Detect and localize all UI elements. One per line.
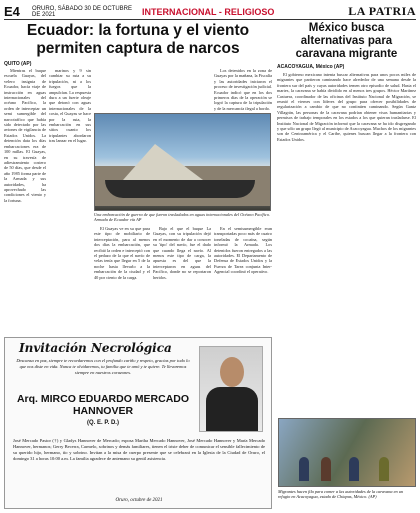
ad-footer: Oruro, octubre de 2021 [115,498,163,503]
article-column-2 [49,68,91,333]
main-article [4,22,272,67]
rip-label: (Q. E. P. D.) [87,420,119,426]
person-shape [379,457,389,481]
person-shape [321,457,331,481]
side-article [277,22,416,427]
side-text: El gobierno mexicano intenta buscar alternativas para unos pocos miles de migrantes que partieron caminando hace alrededor de una semana desde la frontera sur del país y cuyas autoridades temen otro episodio de salud. Hasta el martes, la caravana se había dividido en al menos tres grupos. Héctor Martínez Castuera, coordinador de las oficinas del Instituto Nacional de Migración, se reunió el viernes con líderes del grupo para ofrecer posibilidades de regularización a cambio de que no continúen caminando. Según Gantz Villagrán, las personas de la caravana podrían obtener visas humanitarias y permisos de trabajo temporales en los estados a los que quieran trasladarse. El Instituto Nacional de Migración informó que la caravana se ha ido disgregando y que sólo un grupo llegó al municipio de Acacoyagua. Muchos de los migrantes son de Centroamérica y el Caribe, quienes buscan llegar a la frontera con Estados Unidos. [277,72,416,142]
column-text: Mientras el buque escuela Guayas, del velero insignia de Ecuador, hacía viaje de instrucción en aguas internacionales del océano Pacífico, la orden de interceptar un semi sumergible del narcotráfico que había sido detectado por las aviones de vigilancia de Estados Unidos. La detención data los días embarcaciones era de 100 millas. El Guayas, en su travesía de adiestramiento costero de 50 días, que desde el año 1985 forma parte de la Armada y sus autoridades, ha aprovechado las condiciones el viento y la fortuna. [4,68,46,203]
migrants-photo [278,418,416,487]
issue-date: ORURO, SÁBADO 30 DE OCTUBRE DE 2021 [32,5,133,18]
deceased-name: Arq. MIRCO EDUARDO MERCADO HANNOVER [16,393,190,417]
column-text: En el semisumergible eran transportadas poco más de cuatro toneladas de cocaína, según informó la Armada. Los detenidos fueron entregados a las autoridades. El Departamento de Defensa de Estados Unidos y la Fuerza de Tarea conjunta Inter-Agencial coordinó el operativo. [214,226,272,275]
ad-verse: Descansa en paz, siempre te recordaremos con el profundo cariño y respeto, gracias por todo lo que nos diste en vida. Nunca te olvidaremos, tu familia que te amó y te quiere. Te llevaremos siempre en nuestros corazones. [16,358,190,375]
hull-shape [105,180,255,198]
side-photo-caption: Migrantes hacen fila para comer a las autoridades de la caravana en un refugio en Acacoyagua, estado de Chiapas, México. (AP) [278,489,404,499]
person-shape [349,457,359,481]
photo-caption: Una embarcación de guerra de que fueron trasladados en aguas internacionales del Océano Pacífico. Armada de Ecuador vía AP [94,212,271,222]
column-text: El Guayas ve en su que para este tipo de mobiliario de interceptación, para al menos dos días la embarcación, que recibió la orden e interceptó con el pedazo de la que el navío de velas tenía que llegar en 5 de la noche hasta llevarlo a la embarcación de la ciudad y el 40 por ciento de la carga. [94,226,150,280]
column-text: marinos y 9 sin cambiar su ruta a su tripulación, ni a los fuegos que la ampulcían. La respuesta dura a un fuerte oleaje que detonó con aguas internacionales de la costa, el Guayas se hace por la ruta, la embarcación en sus sitios cuanto los tripulantes abordaron tras lanzar en el lugar. [49,68,91,144]
article-column-1 [4,68,46,333]
page-header [4,4,416,20]
article-column-3 [94,226,150,333]
side-headline: México busca alternativas para caravana migrante [295,22,398,60]
main-byline: QUITO (AP) [4,61,32,67]
column-text: Los detenidos en la zona de Guayas por la mañana, la Fiscalía y las autoridades iniciaron el proceso de investigación judicial. Ecuador indicó que en los dos primeros días de la operación se logró la captura de la tripulación y de la mercancía ilegal a bordo. [214,68,272,111]
person-shape [299,457,309,481]
obituary-ad [4,337,272,509]
article-column-5 [214,226,272,333]
side-body [277,72,416,427]
article-column-4 [153,226,211,333]
article-column-6 [214,68,272,112]
main-headline: Ecuador: la fortuna y el viento permiten captura de narcos [26,22,250,57]
portrait-head [220,357,244,387]
portrait-body [206,387,258,432]
deceased-portrait [199,346,263,432]
page-number: E4 [4,4,20,19]
section-title: INTERNACIONAL - RELIGIOSO [142,6,275,17]
ad-body: José Mercado Pastor (†) y Gladys Hannover de Mercado; esposa Martha Mercado Hannover, José Mercado Hannover y María Mercado Hannover, hermanos; Gerry Becerra, Carmelo, sobrinos y demás familiares, tienen el triste deber de comunicar el sensible fallecimiento de su querido hijo, hermano, tío y sobrino. Invitan a la misa de cuerpo presente que se celebrará en la Iglesia de la Ciudad de Oruro, el domingo 31 a horas 10:00 a.m. La familia agradece de antemano su gentil asistencia. [13,438,265,461]
side-byline: ACACOYAGUA, México (AP) [277,64,345,70]
column-text: Bajo el que el buque La Guayas, con su tripulación dejó en el momento de dar a conocer su 'tipo' del navío, fue el dado que cuando llega el navío. Al menos este tipo de carga, la apuesta es del que la interceptaron en aguas del Pacífico, donde no se reportaron heridos. [153,226,211,280]
ship-photo [94,113,271,211]
ad-title: Invitación Necrológica [19,341,172,355]
newspaper-name: LA PATRIA [348,4,416,18]
